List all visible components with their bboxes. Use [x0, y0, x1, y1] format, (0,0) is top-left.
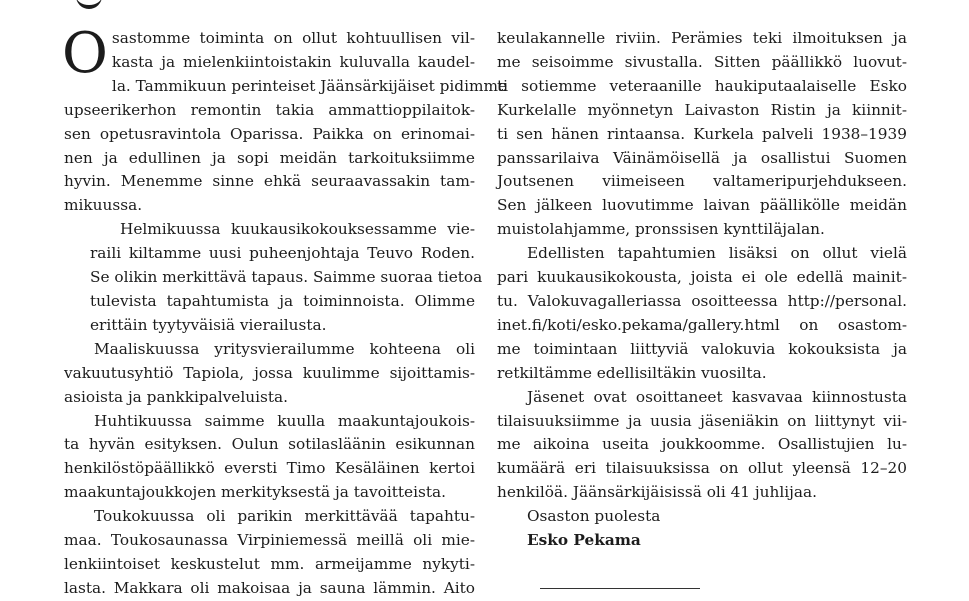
text-line: keulakannelle riviin. Perämies teki ilmoituksen ja [497, 29, 907, 47]
paragraph-5 [64, 505, 475, 601]
text-line: sastomme toiminta on ollut kohtuullisen vil- [111, 29, 475, 47]
text-line: Helmikuussa kuukausikokouksessamme vie- [120, 220, 475, 239]
paragraph-2 [64, 218, 483, 338]
paragraph-7 [497, 242, 907, 385]
text-line: kumäärä eri tilaisuuksissa on ollut yleensä 12–20 [497, 459, 907, 478]
text-line: me toimintaan liittyviä valokuvia kokouksista ja [497, 339, 907, 358]
text-line: vakuutusyhtiö Tapiola, jossa kuulimme sijoittamis- [64, 363, 475, 382]
closing-block [497, 505, 907, 553]
paragraph-6 [497, 27, 907, 242]
paragraph-1 [62, 21, 508, 218]
bottom-rule [540, 588, 700, 589]
drop-cap: O [62, 21, 108, 86]
text-line: me aikoina useita joukkoomme. Osallistujien lu- [497, 435, 907, 454]
text-line: ti sotiemme veteraanille haukiputaalaiselle Esko [497, 76, 907, 95]
text-line: tu. Valokuvagalleriassa osoitteessa http://personal. [497, 291, 907, 310]
text-line: upseerikerhon remontin takia ammattioppilaitok- [64, 100, 475, 119]
text-line: Joutsenen viimeiseen valtameripurjehdukseen. [497, 172, 907, 191]
text-line: Sen jälkeen luovutimme laivan päällikölle meidän [497, 196, 907, 215]
right-column [497, 27, 907, 553]
top-ornament [76, 0, 102, 9]
paragraph-4 [64, 410, 475, 506]
text-line: henkilöä. Jäänsärkijäisissä oli 41 juhlijaa. [497, 483, 817, 502]
text-line: lenkiintoiset keskustelut mm. armeijamme nykyti- [64, 554, 475, 573]
text-line: la. Tammikuun perinteiset Jäänsärkijäiset pidimme [111, 76, 508, 95]
text-line: Edellisten tapahtumien lisäksi on ollut vielä [527, 244, 907, 263]
text-line: raili kiltamme uusi puheenjohtaja Teuvo Roden. [90, 244, 475, 263]
text-line: tilaisuuksiimme ja uusia jäseniäkin on liittynyt vii- [497, 411, 907, 430]
text-line: Huhtikuussa saimme kuulla maakuntajoukois- [94, 411, 475, 430]
text-line: sen opetusravintola Oparissa. Paikka on erinomai- [64, 124, 475, 143]
text-line: henkilöstöpäällikkö eversti Timo Kesäläinen kertoi [64, 459, 475, 478]
left-column [62, 21, 508, 601]
text-line: hyvin. Menemme sinne ehkä seuraavassakin tam- [64, 172, 475, 191]
text-line: me seisoimme sivustalla. Sitten päällikkö luovut- [497, 52, 907, 71]
closing-line: Osaston puolesta [527, 507, 661, 526]
text-line: pari kuukausikokousta, joista ei ole edellä mainit- [497, 268, 907, 287]
text-line: inet.fi/koti/esko.pekama/gallery.html on osastom- [497, 315, 907, 334]
text-line: maa. Toukosaunassa Virpiniemessä meillä oli mie- [64, 531, 475, 550]
text-line: Se olikin merkittävä tapaus. Saimme suoraa tietoa [90, 268, 483, 287]
text-line: Kurkelalle myönnetyn Laivaston Ristin ja kiinnit- [497, 100, 907, 119]
text-line: asioista ja pankkipalveluista. [64, 387, 288, 406]
text-line: nen ja edullinen ja sopi meidän tarkoituksiimme [64, 148, 475, 167]
text-line: ti sen hänen rintaansa. Kurkela palveli 1938–1939 [497, 124, 907, 143]
text-line: retkiltämme edellisiltäkin vuosilta. [497, 363, 767, 382]
text-line: Jäsenet ovat osoittaneet kasvavaa kiinnostusta [527, 387, 907, 406]
text-line: Maaliskuussa yritysvierailumme kohteena oli [94, 339, 475, 358]
text-line: kasta ja mielenkiintoistakin kuluvalla kaudel- [111, 52, 475, 71]
text-line: mikuussa. [64, 196, 143, 215]
text-line: Toukokuussa oli parikin merkittävää tapahtu- [94, 507, 475, 526]
paragraph-3 [64, 338, 475, 410]
paragraph-8 [497, 386, 907, 506]
text-line: lasta. Makkara oli makoisaa ja sauna lämmin. Aito [64, 578, 475, 597]
text-line: muistolahjamme, pronssisen kynttiläjalan. [497, 220, 825, 239]
author-signature: Esko Pekama [527, 531, 641, 550]
text-line: tulevista tapahtumista ja toiminnoista. Olimme [90, 291, 475, 310]
text-line: erittäin tyytyväisiä vierailusta. [90, 315, 327, 334]
text-line: panssarilaiva Väinämöisellä ja osallistui Suomen [497, 148, 907, 167]
text-line: ta hyvän esityksen. Oulun sotilasläänin esikunnan [64, 435, 475, 454]
text-line: maakuntajoukkojen merkityksestä ja tavoitteista. [64, 483, 446, 502]
